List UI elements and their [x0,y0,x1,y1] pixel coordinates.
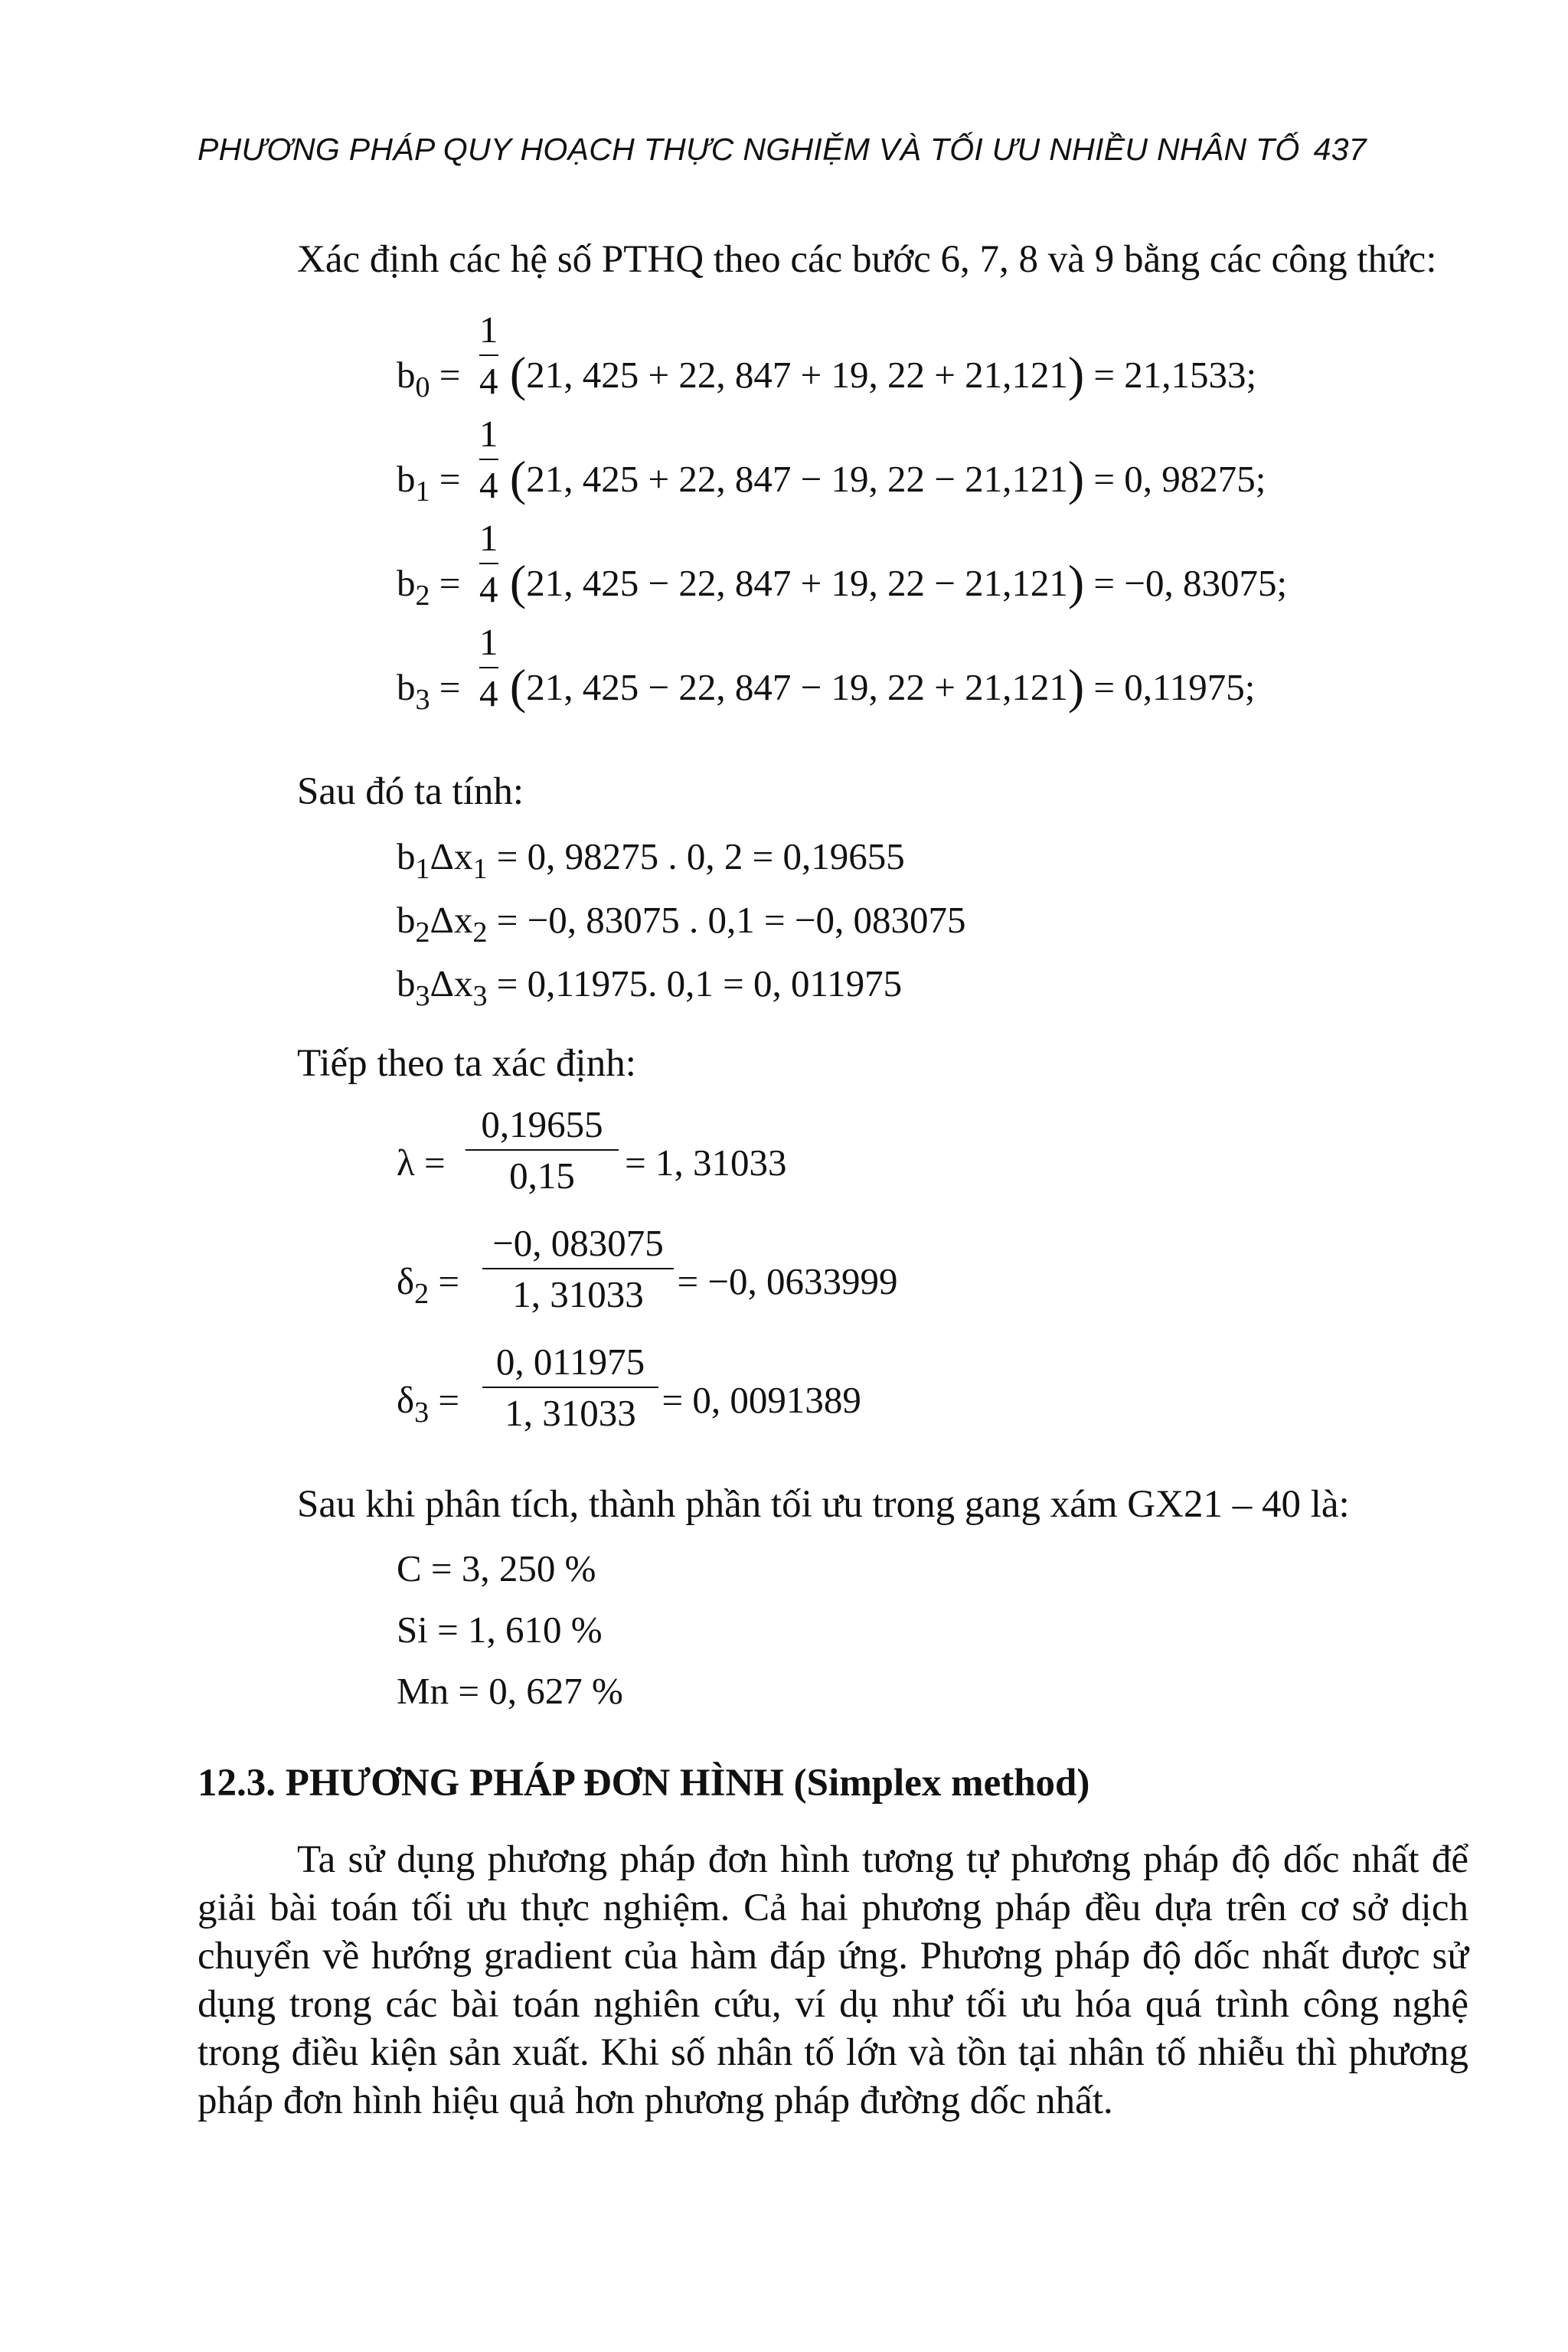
next-text: Tiếp theo ta xác định: [297,1042,636,1085]
then-text: Sau đó ta tính: [297,770,524,813]
formula-result: = 0,11975; [1093,666,1256,708]
formula-result: = −0, 83075; [1093,562,1288,604]
formula-result: = 0, 98275; [1093,458,1266,500]
running-header [198,132,1367,168]
formula-expr: 21, 425 + 22, 847 − 19, 22 − 21,121 [526,458,1068,500]
fraction: −0, 083075 1, 31033 [482,1221,674,1316]
formula-lhs: $b_2$ [397,562,430,612]
fraction: 1 4 [479,309,498,402]
ratio-delta2: $\delta_2$ = −0, 083075 1, 31033 = −0, 0633999 [397,1222,898,1315]
composition-si: Si = 1, 610 % [397,1609,603,1651]
composition-c: C = 3, 250 % [397,1547,596,1589]
formula-lhs: $b_0$ [397,354,430,403]
intro-paragraph: Xác định các hệ số PTHQ theo các bước 6, 7, 8 và 9 bằng các công thức: [297,238,1437,281]
formula-lhs: $b_3$ [397,666,430,716]
fraction: 1 4 [479,621,498,714]
ratio-delta3: $\delta_3$ = 0, 011975 1, 31033 = 0, 0091389 [397,1341,861,1434]
formula-expr: 21, 425 − 22, 847 − 19, 22 + 21,121 [526,666,1068,708]
header-title: PHƯƠNG PHÁP QUY HOẠCH THỰC NGHIỆM VÀ TỐI ƯU NHIỀU NHÂN TỐ [198,132,1300,167]
product-line-1: $b_1\Delta x_1 = 0$, 98275 . 0, 2 = 0,19655 [397,835,905,885]
analysis-text: Sau khi phân tích, thành phần tối ưu trong gang xám GX21 – 40 là: [297,1483,1350,1526]
fraction: 0,19655 0,15 [466,1102,619,1197]
composition-mn: Mn = 0, 627 % [397,1670,623,1712]
section-heading: 12.3. PHƯƠNG PHÁP ĐƠN HÌNH (Simplex method) [198,1762,1090,1805]
formula-b1: $b_1$ = 1 4 (21, 425 + 22, 847 − 19, 22 − 21,121) = 0, 98275; [397,413,1266,508]
formula-b2: $b_2$ = 1 4 (21, 425 − 22, 847 + 19, 22 − 21,121) = −0, 83075; [397,517,1288,612]
fraction: 1 4 [479,413,498,506]
ratio-lambda: λ = 0,19655 0,15 = 1, 31033 [397,1103,787,1197]
formula-expr: 21, 425 − 22, 847 + 19, 22 − 21,121 [526,562,1068,604]
section-paragraph: Ta sử dụng phương pháp đơn hình tương tự phương pháp độ dốc nhất để giải bài toán tối ưu thực nghiệm. Cả hai phương pháp đều dựa trên cơ sở dịch chuyển về hướng gradient của hàm đáp ứng. Phương pháp độ dốc nhất được sử dụng trong các bài toán nghiên cứu, ví dụ như tối ưu hóa quá trình công nghệ trong điều kiện sản xuất. Khi số nhân tố lớn và tồn tại nhân tố nhiễu thì phương pháp đơn hình hiệu quả hơn phương pháp đường dốc nhất. [198,1838,1468,2122]
page-number: 437 [1313,132,1367,167]
product-line-2: $b_2\Delta x_2 = -0$, 83075 . 0,1 = −0, 083075 [397,899,966,949]
formula-expr: 21, 425 + 22, 847 + 19, 22 + 21,121 [526,354,1068,396]
formula-b0: $b_0$ = 1 4 (21, 425 + 22, 847 + 19, 22 + 21,121) = 21,1533; [397,309,1257,403]
fraction: 0, 011975 1, 31033 [482,1340,658,1435]
product-line-3: $b_3\Delta x_3 = 0,11975$. 0,1 = 0, 011975 [397,962,903,1012]
formula-lhs: $b_1$ [397,458,430,508]
formula-b3: $b_3$ = 1 4 (21, 425 − 22, 847 − 19, 22 + 21,121) = 0,11975; [397,621,1256,716]
formula-result: = 21,1533; [1093,354,1257,396]
fraction: 1 4 [479,517,498,610]
